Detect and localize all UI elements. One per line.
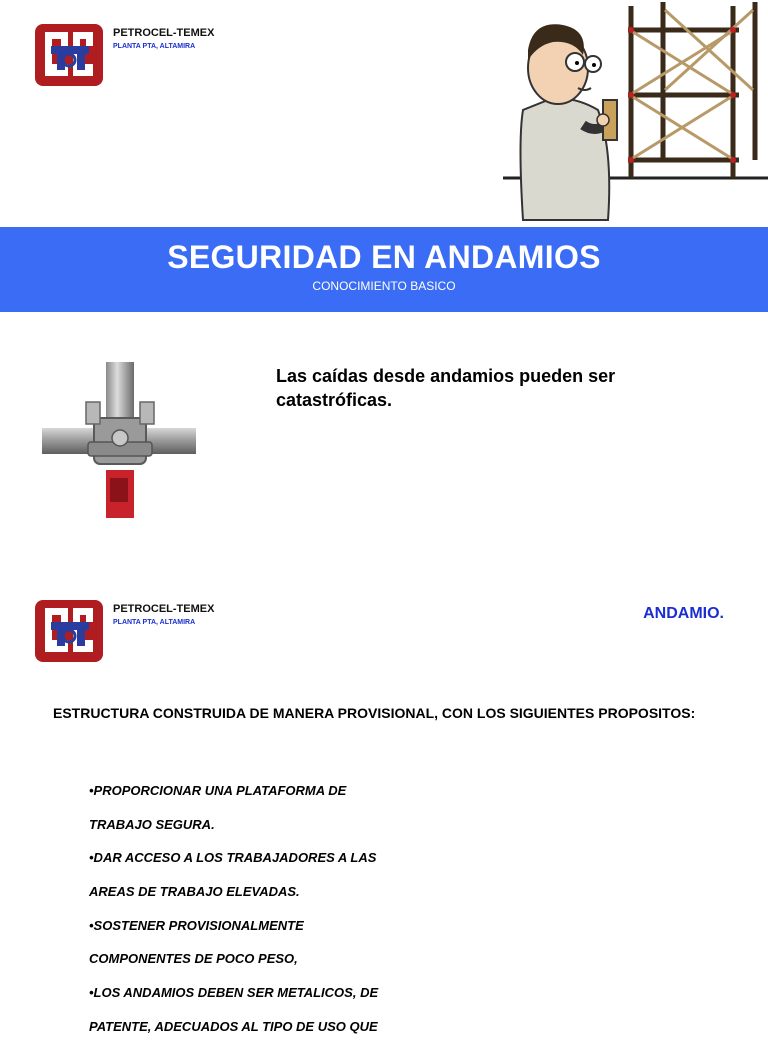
slide-title: ANDAMIO. xyxy=(643,605,724,622)
list-item: PATENTE, ADECUADOS AL TIPO DE USO QUE xyxy=(89,1018,378,1034)
company-name: PETROCEL-TEMEX xyxy=(113,27,215,39)
list-item: •DAR ACCESO A LOS TRABAJADORES A LAS xyxy=(89,850,377,866)
banner-title: SEGURIDAD EN ANDAMIOS xyxy=(167,239,601,275)
list-item: •SOSTENER PROVISIONALMENTE xyxy=(89,917,304,933)
list-item: •PROPORCIONAR UNA PLATAFORMA DE xyxy=(89,783,347,798)
list-item: AREAS DE TRABAJO ELEVADAS. xyxy=(89,884,300,900)
purpose-list xyxy=(89,776,489,1046)
company-subtitle: PLANTA PTA, ALTAMIRA xyxy=(113,619,196,626)
scaffold-inspector-illustration xyxy=(503,0,768,225)
company-header xyxy=(113,603,214,626)
company-header xyxy=(113,27,214,50)
definition-text: ESTRUCTURA CONSTRUIDA DE MANERA PROVISIONAL, CON LOS SIGUIENTES PROPOSITOS: xyxy=(53,705,696,721)
intro-statement: Las caídas desde andamios pueden ser catastróficas. xyxy=(276,366,616,410)
list-item: TRABAJO SEGURA. xyxy=(89,816,215,832)
banner-subtitle: CONOCIMIENTO BASICO xyxy=(312,279,456,293)
list-item: •LOS ANDAMIOS DEBEN SER METALICOS, DE xyxy=(89,985,379,1001)
list-item: COMPONENTES DE POCO PESO, xyxy=(89,951,298,967)
title-banner xyxy=(0,227,768,312)
company-logo xyxy=(35,600,103,662)
company-subtitle: PLANTA PTA, ALTAMIRA xyxy=(113,43,196,50)
company-logo xyxy=(35,24,103,86)
company-name: PETROCEL-TEMEX xyxy=(113,603,215,615)
scaffold-coupler-photo xyxy=(40,360,200,522)
slide-2 xyxy=(0,576,768,1034)
